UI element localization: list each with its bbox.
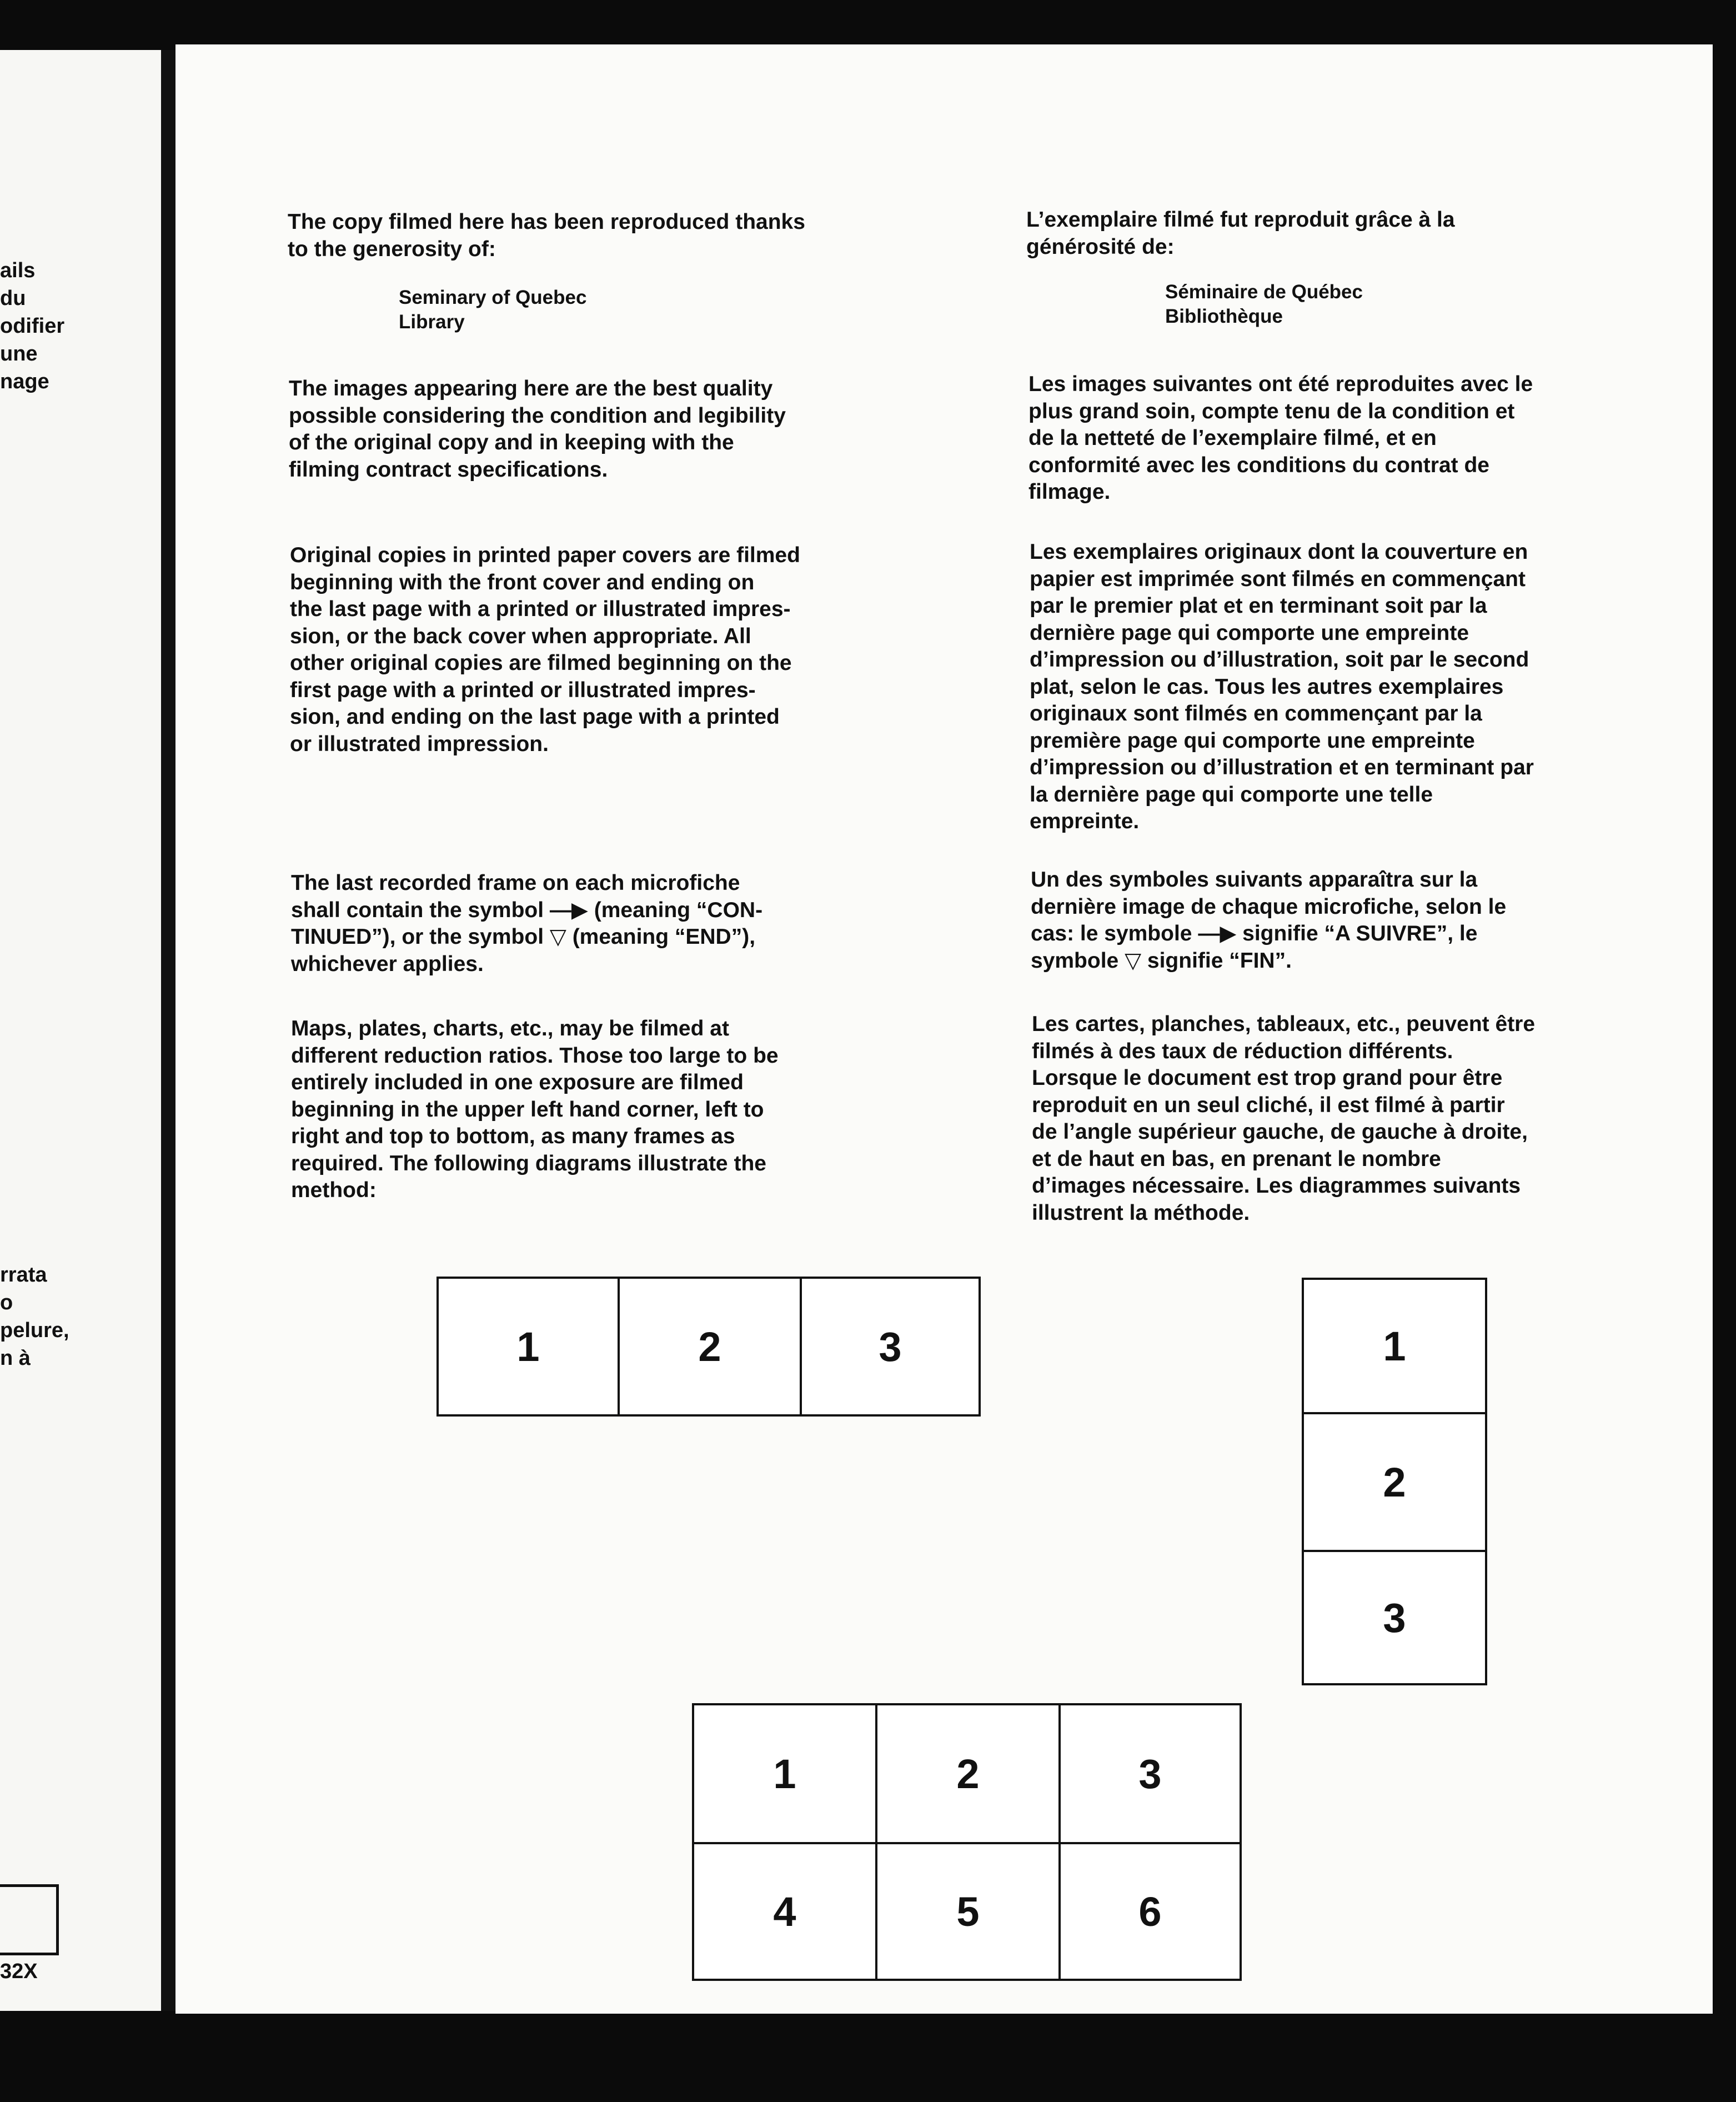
text-line: Lorsque le document est trop grand pour être bbox=[1032, 1066, 1503, 1090]
margin-fragment: n à bbox=[0, 1347, 31, 1370]
text-line: par le premier plat et en terminant soit par la bbox=[1030, 594, 1487, 618]
text-line: symbole ▽ signifie “FIN”. bbox=[1031, 948, 1292, 973]
text-line: Bibliothèque bbox=[1165, 306, 1283, 327]
text-line: required. The following diagrams illustrate the bbox=[291, 1151, 766, 1175]
diagram-vertical bbox=[1302, 1278, 1487, 1685]
text-line: right and top to bottom, as many frames as bbox=[291, 1124, 735, 1148]
margin-fragment: odifier bbox=[0, 314, 65, 338]
text-line: other original copies are filmed beginning on the bbox=[290, 651, 792, 675]
text-line: Les images suivantes ont été reproduites avec le bbox=[1028, 372, 1533, 396]
paragraph-maps-fr bbox=[1032, 1011, 1535, 1227]
paragraph-maps-en bbox=[291, 1015, 779, 1204]
text-line: Séminaire de Québec bbox=[1165, 281, 1363, 303]
text-line: entirely included in one exposure are filmed bbox=[291, 1070, 744, 1094]
text-line: or illustrated impression. bbox=[290, 732, 549, 756]
institution-en bbox=[399, 286, 586, 334]
frame-cell: 1 bbox=[436, 1277, 620, 1417]
credit-intro-fr bbox=[1026, 207, 1455, 261]
text-line: first page with a printed or illustrated impres- bbox=[290, 678, 756, 702]
frame-cell: 6 bbox=[1058, 1842, 1242, 1981]
frame-cell: 3 bbox=[1302, 1550, 1487, 1685]
credit-intro-en bbox=[288, 209, 805, 263]
text-line: et de haut en bas, en prenant le nombre bbox=[1032, 1147, 1441, 1171]
text-line: papier est imprimée sont filmés en commençant bbox=[1030, 567, 1526, 591]
text-line: to the generosity of: bbox=[288, 237, 496, 261]
text-line: Library bbox=[399, 311, 465, 333]
text-line: filming contract specifications. bbox=[289, 457, 608, 482]
frame-cell: 5 bbox=[875, 1842, 1061, 1981]
text-line: originaux sont filmés en commençant par la bbox=[1030, 702, 1482, 725]
text-line: of the original copy and in keeping with the bbox=[289, 431, 734, 454]
paragraph-original-fr bbox=[1030, 539, 1534, 835]
paragraph-symbol-fr bbox=[1031, 867, 1506, 974]
diagram-grid bbox=[692, 1703, 1242, 1981]
text-line: Les cartes, planches, tableaux, etc., peuvent être bbox=[1032, 1012, 1536, 1036]
text-line: whichever applies. bbox=[291, 952, 484, 976]
text-line: The copy filmed here has been reproduced thanks bbox=[288, 210, 805, 234]
paragraph-original-en bbox=[290, 542, 800, 758]
text-line: la dernière page qui comporte une telle bbox=[1030, 782, 1433, 807]
text-line: Maps, plates, charts, etc., may be filmed at bbox=[291, 1017, 729, 1040]
paragraph-quality-en bbox=[289, 376, 786, 483]
margin-fragment: une bbox=[0, 342, 38, 366]
text-line: d’impression ou d’illustration et en terminant par bbox=[1030, 755, 1534, 779]
text-line: sion, and ending on the last page with a printed bbox=[290, 705, 780, 729]
page-gutter bbox=[161, 50, 175, 2011]
text-line: filmés à des taux de réduction différents. bbox=[1032, 1039, 1453, 1063]
text-line: conformité avec les conditions du contrat de bbox=[1028, 453, 1489, 477]
text-line: L’exemplaire filmé fut reproduit grâce à la bbox=[1026, 208, 1455, 232]
margin-fragment: du bbox=[0, 287, 26, 310]
text-line: dernière image de chaque microfiche, selon le bbox=[1031, 894, 1507, 919]
text-line: The images appearing here are the best quality bbox=[289, 377, 773, 401]
text-line: première page qui comporte une empreinte bbox=[1030, 728, 1475, 753]
text-line: Les exemplaires originaux dont la couverture en bbox=[1030, 540, 1528, 564]
frame-cell: 3 bbox=[800, 1277, 981, 1417]
frame-cell: 2 bbox=[618, 1277, 802, 1417]
frame-cell: 1 bbox=[692, 1703, 877, 1844]
text-line: Un des symboles suivants apparaîtra sur la bbox=[1031, 868, 1478, 892]
text-line: the last page with a printed or illustrated impres- bbox=[290, 597, 791, 621]
text-line: générosité de: bbox=[1026, 234, 1175, 259]
text-line: d’impression ou d’illustration, soit par le second bbox=[1030, 648, 1529, 672]
text-line: cas: le symbole —▶ signifie “A SUIVRE”, le bbox=[1031, 922, 1478, 945]
paragraph-symbol-en bbox=[291, 870, 762, 978]
text-line: de l’angle supérieur gauche, de gauche à droite, bbox=[1032, 1120, 1528, 1144]
reduction-label: 32X bbox=[0, 1960, 38, 1983]
text-line: TINUED”), or the symbol ▽ (meaning “END”), bbox=[291, 925, 756, 949]
margin-fragment: nage bbox=[0, 370, 49, 393]
text-line: plus grand soin, compte tenu de la condition et bbox=[1028, 399, 1515, 423]
text-line: shall contain the symbol —▶ (meaning “CON- bbox=[291, 898, 763, 922]
text-line: plat, selon le cas. Tous les autres exemplaires bbox=[1030, 674, 1504, 699]
margin-fragment: ails bbox=[0, 259, 36, 282]
margin-fragments-mid bbox=[0, 1261, 69, 1372]
text-line: filmage. bbox=[1028, 480, 1111, 504]
institution-fr bbox=[1165, 280, 1363, 329]
frame-cell: 2 bbox=[875, 1703, 1061, 1844]
text-line: d’images nécessaire. Les diagrammes suivants bbox=[1032, 1174, 1521, 1198]
text-line: Seminary of Quebec bbox=[399, 287, 587, 308]
frame-cell: 1 bbox=[1302, 1278, 1487, 1414]
paragraph-quality-fr bbox=[1028, 371, 1533, 506]
text-line: de la netteté de l’exemplaire filmé, et en bbox=[1028, 426, 1437, 450]
diagram-horizontal bbox=[436, 1277, 981, 1417]
text-line: reproduit en un seul cliché, il est filmé à partir bbox=[1032, 1093, 1505, 1117]
text-line: possible considering the condition and legibility bbox=[289, 403, 786, 428]
text-line: method: bbox=[291, 1178, 377, 1202]
text-line: dernière page qui comporte une empreinte bbox=[1030, 620, 1469, 645]
text-line: Original copies in printed paper covers are filmed bbox=[290, 543, 800, 567]
text-line: beginning in the upper left hand corner, left to bbox=[291, 1097, 764, 1122]
frame-cell: 2 bbox=[1302, 1412, 1487, 1552]
frame-cell: 4 bbox=[692, 1842, 877, 1981]
text-line: empreinte. bbox=[1030, 809, 1140, 833]
text-line: different reduction ratios. Those too large to be bbox=[291, 1043, 779, 1068]
margin-fragment: pelure, bbox=[0, 1319, 69, 1342]
text-line: sion, or the back cover when appropriate. All bbox=[290, 624, 751, 648]
previous-page-strip bbox=[0, 50, 161, 2011]
margin-fragment: o bbox=[0, 1291, 13, 1314]
margin-fragments-top bbox=[0, 257, 64, 396]
text-line: The last recorded frame on each microfiche bbox=[291, 871, 740, 895]
text-line: illustrent la méthode. bbox=[1032, 1200, 1250, 1225]
frame-cell: 3 bbox=[1058, 1703, 1242, 1844]
reduction-box bbox=[0, 1884, 59, 1955]
text-line: beginning with the front cover and ending on bbox=[290, 570, 755, 594]
margin-fragment: rrata bbox=[0, 1263, 47, 1287]
